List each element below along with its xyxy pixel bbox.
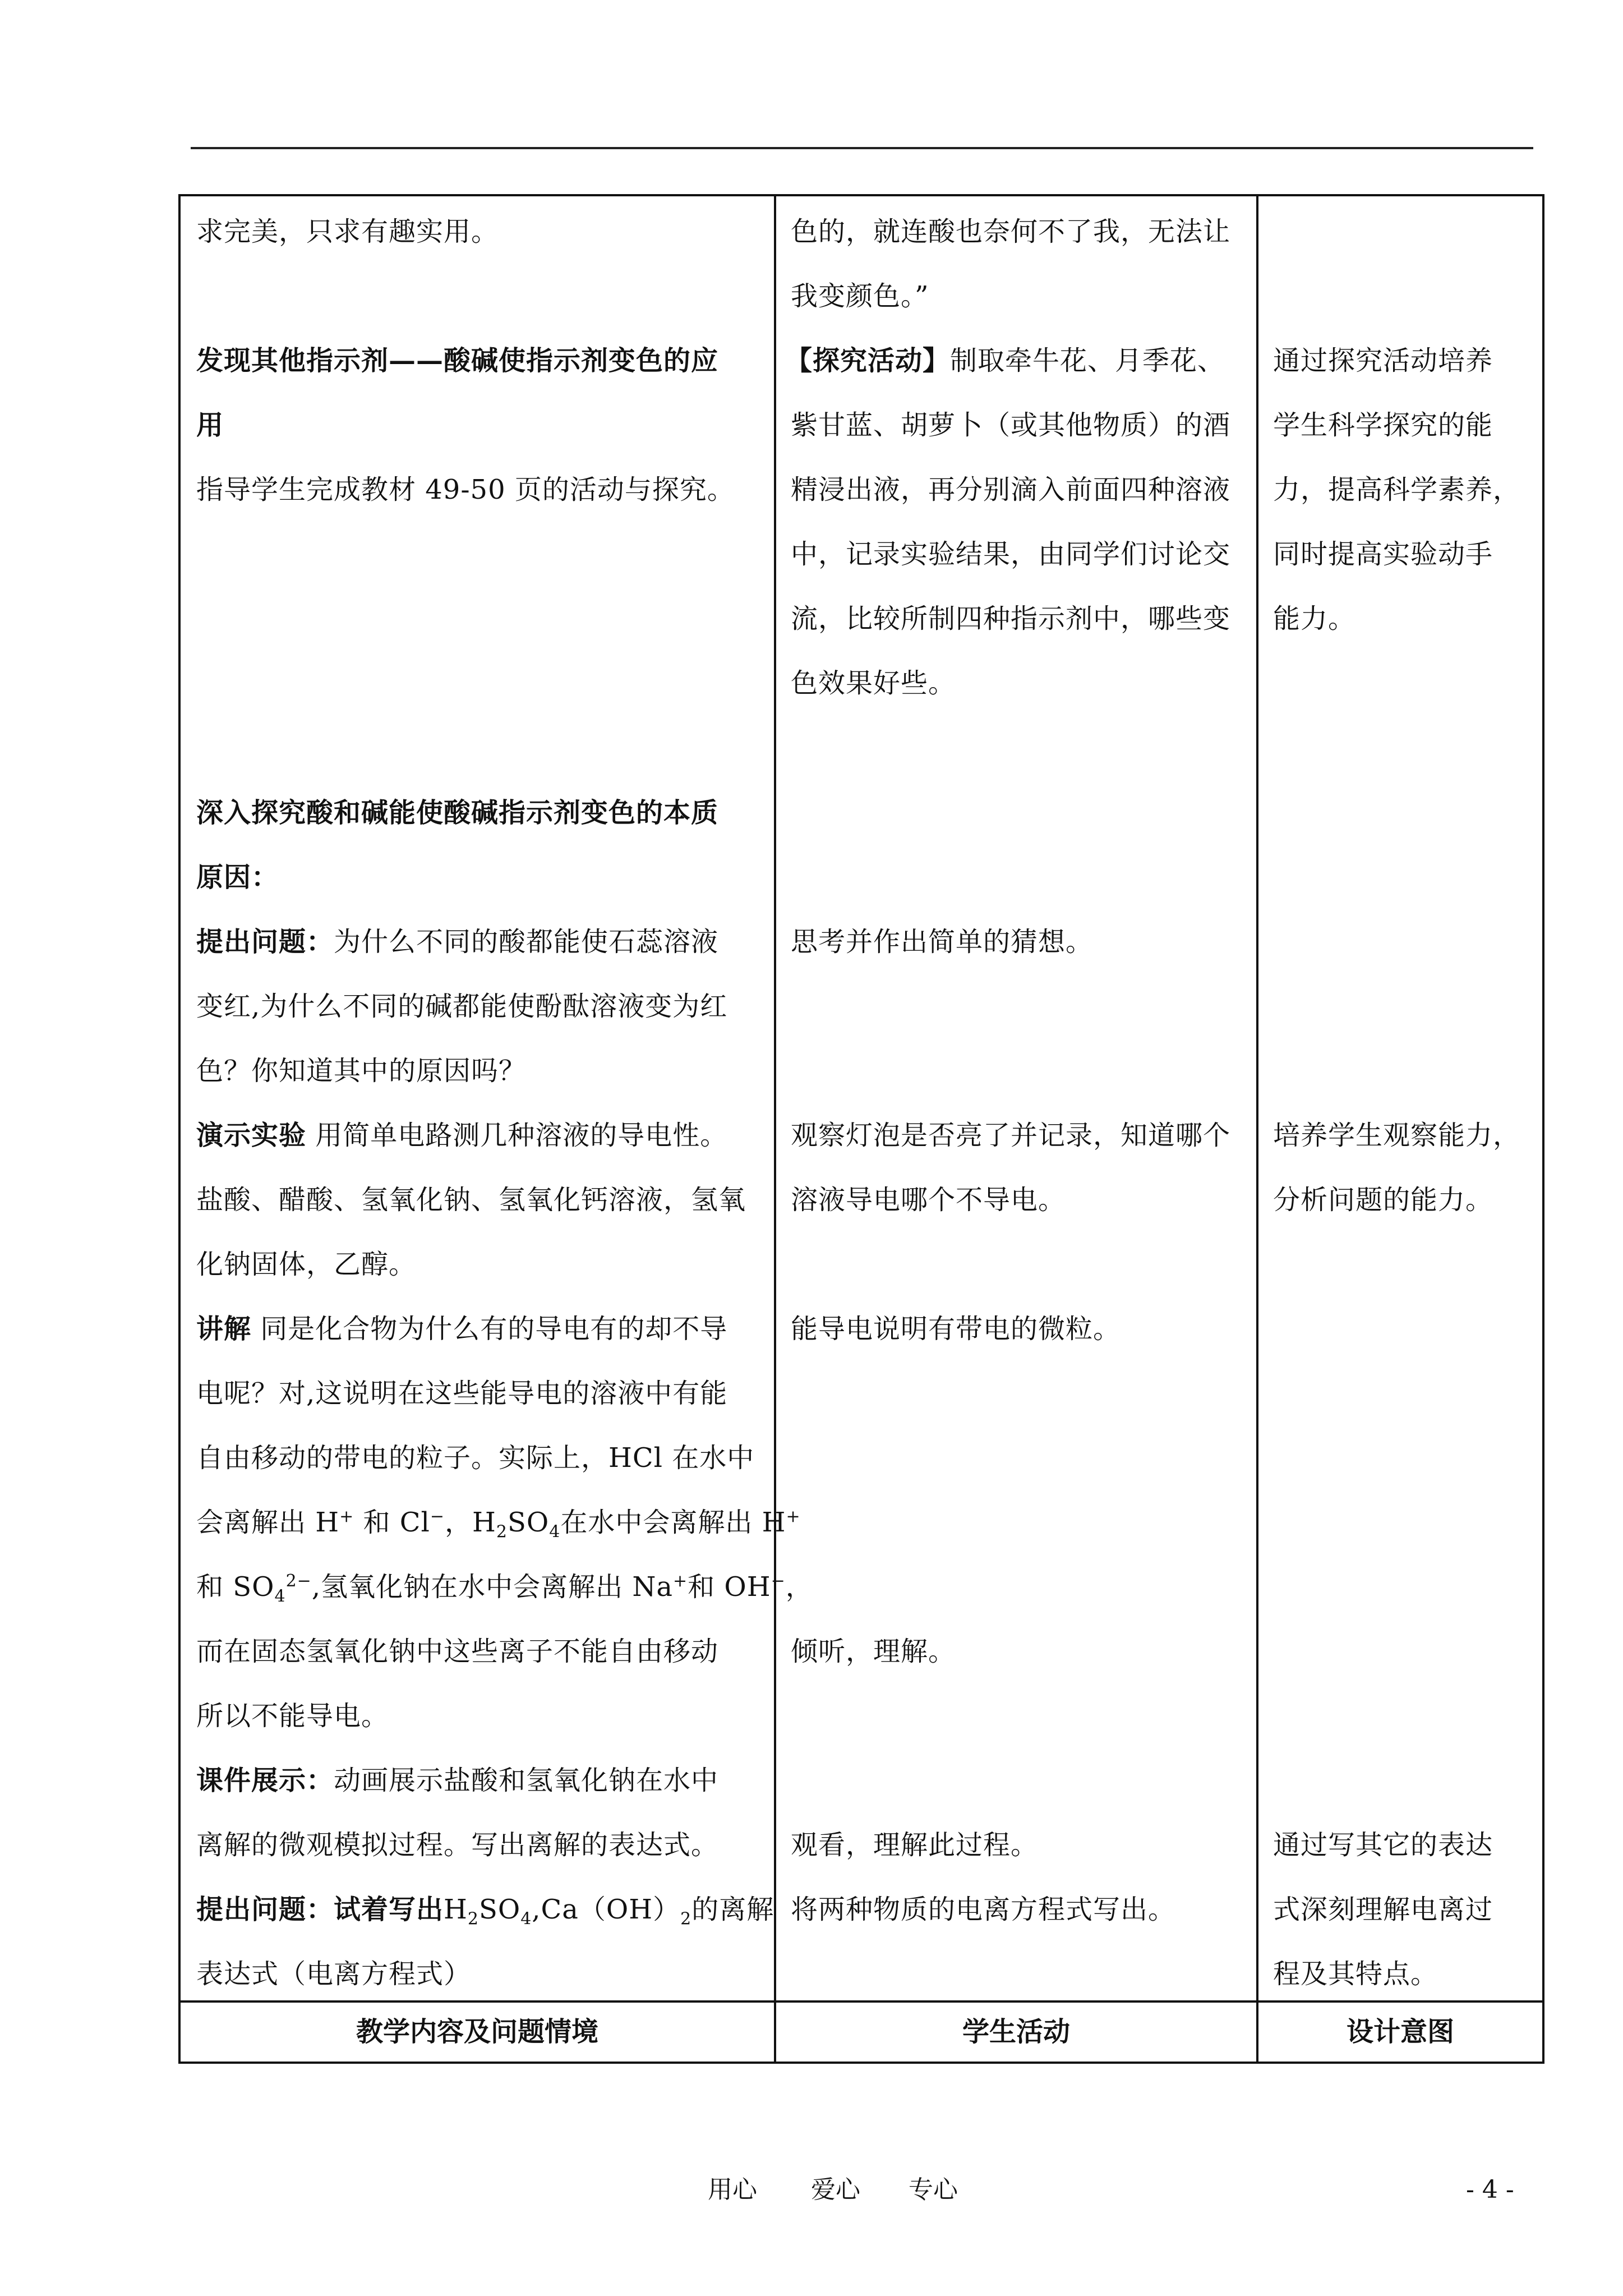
lecture-line-5 [196, 1555, 813, 1619]
activity-label: 【探究活动】 [785, 345, 951, 376]
demo-line-3: 化钠固体，乙醇。 [196, 1249, 417, 1280]
section-heading-essence-cont: 原因： [196, 862, 279, 893]
formula-text: ,Ca（OH） [532, 1894, 681, 1925]
subscript: 2 [496, 1522, 508, 1542]
footer-motto-3: 专心 [909, 2175, 958, 2204]
activity-line-3: 精浸出液，再分别滴入前面四种溶液 [791, 474, 1231, 505]
question-1-text: 为什么不同的酸都能使石蕊溶液 [334, 926, 719, 958]
intent-a-line-4: 同时提高实验动手 [1273, 539, 1493, 570]
lecture-ion-text: ， [785, 1571, 813, 1603]
lecture-ion-text: ,氢氧化钠在水中会离解出 Na [311, 1571, 673, 1603]
intent-b-line-1: 培养学生观察能力， [1273, 1120, 1521, 1151]
header-rule [191, 147, 1533, 149]
section-heading-essence: 深入探究酸和碱能使酸碱指示剂变色的本质 [196, 797, 719, 829]
courseware-line-1 [196, 1749, 718, 1813]
column-divider-2 [1256, 194, 1258, 2064]
footer-motto-2: 爱心 [811, 2175, 860, 2204]
activity-line-5: 流，比较所制四种指示剂中，哪些变 [791, 603, 1231, 634]
write-text: 将两种物质的电离方程式写出。 [791, 1894, 1176, 1925]
subscript: 2 [467, 1909, 479, 1929]
demo-line-1 [196, 1103, 727, 1168]
footer-label-design-intent: 设计意图 [1346, 2016, 1454, 2047]
lecture-text: 同是化合物为什么有的导电有的却不导 [251, 1313, 728, 1345]
page-number: - 4 - [1466, 2175, 1514, 2204]
intent-a-line-1: 通过探究活动培养 [1273, 345, 1493, 376]
lecture-line-6: 而在固态氢氧化钠中这些离子不能自由移动 [196, 1636, 719, 1667]
lecture-ion-text: SO [507, 1507, 550, 1538]
intent-c-line-3: 程及其特点。 [1273, 1958, 1438, 1990]
question-1-line-1 [196, 910, 718, 974]
col1-guide-text: 指导学生完成教材 49-50 页的活动与探究。 [196, 474, 735, 505]
courseware-line-2: 离解的微观模拟过程。写出离解的表达式。 [196, 1829, 719, 1861]
think-text: 思考并作出简单的猜想。 [791, 926, 1094, 958]
lecture-ion-text: 和 Cl [354, 1507, 430, 1538]
courseware-label: 课件展示： [196, 1765, 334, 1796]
demo-line-2: 盐酸、醋酸、氢氧化钠、氢氧化钙溶液，氢氧 [196, 1184, 746, 1216]
superscript: − [430, 1507, 445, 1526]
section-heading-other-indicators-cont: 用 [196, 409, 224, 441]
intent-b-line-2: 分析问题的能力。 [1273, 1184, 1493, 1216]
formula-text: 的离解 [691, 1894, 774, 1925]
footer-label-student-activities: 学生活动 [962, 2016, 1070, 2047]
section-heading-other-indicators: 发现其他指示剂——酸碱使指示剂变色的应 [196, 345, 719, 376]
formula-text: H [444, 1894, 468, 1925]
lecture-line-1 [196, 1297, 727, 1361]
col1-line-1: 求完美，只求有趣实用。 [196, 216, 499, 247]
superscript: + [786, 1507, 801, 1526]
subscript: 2 [680, 1909, 692, 1929]
lecture-line-7: 所以不能导电。 [196, 1700, 389, 1732]
lecture-ion-text: 和 OH [688, 1571, 771, 1603]
intent-c-line-2: 式深刻理解电离过 [1273, 1894, 1493, 1925]
superscript: − [771, 1571, 786, 1591]
subscript: 4 [549, 1522, 561, 1542]
activity-text: 制取牵牛花、月季花、 [950, 345, 1225, 376]
listen-text: 倾听，理解。 [791, 1636, 956, 1667]
intent-a-line-2: 学生科学探究的能 [1273, 409, 1493, 441]
intent-c-line-1: 通过写其它的表达 [1273, 1829, 1493, 1861]
footer-label-teaching-content: 教学内容及问题情境 [356, 2016, 598, 2047]
superscript: 2− [285, 1571, 312, 1591]
lecture-ion-text: 和 SO [196, 1571, 275, 1603]
conduct-text: 能导电说明有带电的微粒。 [791, 1313, 1121, 1345]
question-2-label: 提出问题：试着写出 [196, 1894, 444, 1925]
lecture-label: 讲解 [196, 1313, 252, 1345]
footer-motto-1: 用心 [708, 2175, 757, 2204]
question-1-label: 提出问题： [196, 926, 334, 958]
lecture-ion-text: ，H [445, 1507, 496, 1538]
watch-text: 观看，理解此过程。 [791, 1829, 1039, 1861]
lecture-line-2: 电呢？对,这说明在这些能导电的溶液中有能 [196, 1378, 728, 1409]
activity-line-6: 色效果好些。 [791, 668, 956, 699]
question-1-line-2: 变红,为什么不同的碱都能使酚酞溶液变为红 [196, 991, 728, 1022]
superscript: + [339, 1507, 354, 1526]
question-2-line-2: 表达式（电离方程式） [196, 1958, 472, 1990]
observe-line-1: 观察灯泡是否亮了并记录，知道哪个 [791, 1120, 1231, 1151]
observe-line-2: 溶液导电哪个不导电。 [791, 1184, 1066, 1216]
subscript: 4 [520, 1909, 532, 1929]
intent-a-line-3: 力，提高科学素养， [1273, 474, 1521, 505]
lecture-line-3: 自由移动的带电的粒子。实际上，HCl 在水中 [196, 1442, 755, 1474]
question-1-line-3: 色？你知道其中的原因吗？ [196, 1055, 527, 1087]
subscript: 4 [274, 1586, 286, 1607]
demo-text: 用简单电路测几种溶液的导电性。 [306, 1120, 728, 1151]
courseware-text: 动画展示盐酸和氢氧化钠在水中 [334, 1765, 719, 1796]
question-2-line-1 [196, 1878, 774, 1942]
superscript: + [672, 1571, 688, 1591]
activity-line-2: 紫甘蓝、胡萝卜（或其他物质）的酒 [791, 409, 1231, 441]
lecture-line-4 [196, 1490, 801, 1555]
activity-line-1 [785, 329, 1225, 393]
lecture-ion-text: 在水中会离解出 H [560, 1507, 786, 1538]
lecture-ion-text: 会离解出 H [196, 1507, 340, 1538]
intent-a-line-5: 能力。 [1273, 603, 1356, 634]
col2-line-1: 色的，就连酸也奈何不了我，无法让 [791, 216, 1231, 247]
formula-text: SO [478, 1894, 521, 1925]
activity-line-4: 中，记录实验结果，由同学们讨论交 [791, 539, 1231, 570]
column-divider-1 [774, 194, 776, 2064]
demo-label: 演示实验 [196, 1120, 307, 1151]
col2-line-2: 我变颜色。” [791, 280, 929, 312]
